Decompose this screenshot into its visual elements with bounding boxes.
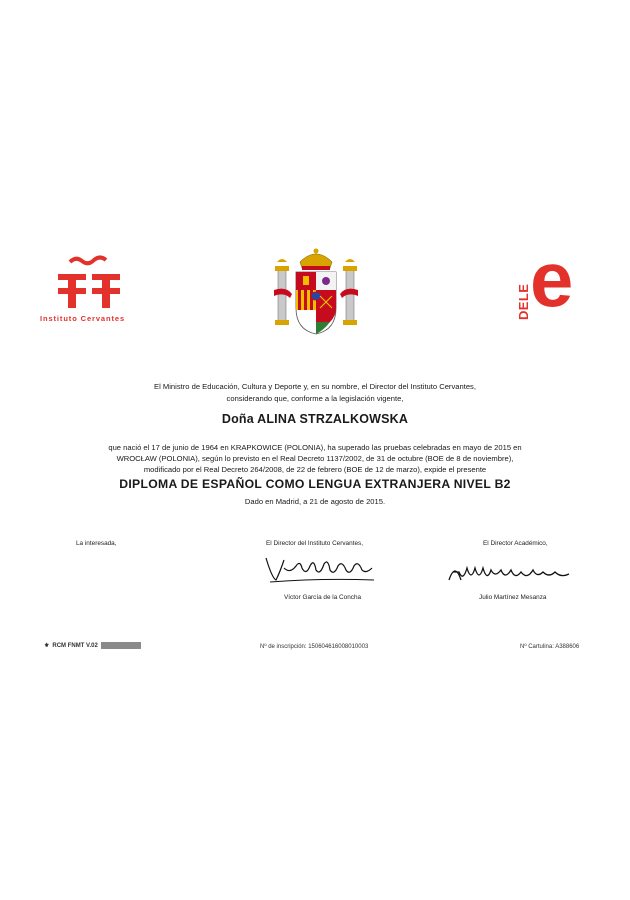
director-label: El Director del Instituto Cervantes,	[266, 540, 363, 547]
redacted-block	[101, 642, 141, 649]
interesada-label: La interesada,	[76, 540, 117, 547]
director-signature	[262, 552, 382, 586]
instituto-cervantes-icon	[56, 254, 126, 310]
body-line: que nació el 17 de junio de 1964 en KRAPKOWICE (POLONIA), ha superado las pruebas celebradas en mayo de 2015 en	[108, 443, 522, 452]
dele-e-mark: e	[530, 235, 574, 323]
academico-signature	[445, 558, 575, 586]
academico-label: El Director Académico,	[483, 540, 548, 547]
dele-label: DELE	[516, 283, 531, 320]
footer-code-text: RCM FNMT V.02	[52, 642, 98, 649]
instituto-cervantes-label: Instituto Cervantes	[40, 314, 126, 323]
footer-code	[44, 642, 141, 649]
holder-name: Doña ALINA STRZALKOWSKA	[221, 412, 409, 426]
body-text	[60, 442, 570, 476]
intro-line: El Ministro de Educación, Cultura y Deporte y, en su nombre, el Director del Instituto Cervantes,	[154, 382, 476, 391]
academico-name: Julio Martínez Mesanza	[479, 594, 547, 601]
spain-coat-of-arms-icon	[272, 246, 360, 338]
instituto-cervantes-logo	[40, 254, 150, 334]
inscripcion-number: Nº de inscripción: 150604616008010003	[260, 644, 369, 650]
body-line: WROCŁAW (POLONIA), según lo previsto en el Real Decreto 1137/2002, de 31 de octubre (BOE de 8 de noviembre),	[116, 454, 514, 464]
intro-text	[60, 381, 570, 404]
body-line: modificado por el Real Decreto 264/2008, de 22 de febrero (BOE de 12 de marzo), expide el presente	[143, 465, 487, 475]
director-name: Víctor García de la Concha	[284, 594, 362, 601]
intro-line: considerando que, conforme a la legislación vigente,	[226, 393, 404, 403]
fnmt-icon: ⚜	[44, 643, 50, 649]
cartulina-number: Nº Cartulina: A388606	[520, 644, 580, 650]
given-date: Dado en Madrid, a 21 de agosto de 2015.	[244, 497, 386, 506]
dele-logo	[512, 235, 596, 326]
diploma-title: DIPLOMA DE ESPAÑOL COMO LENGUA EXTRANJERA NIVEL B2	[119, 477, 511, 491]
